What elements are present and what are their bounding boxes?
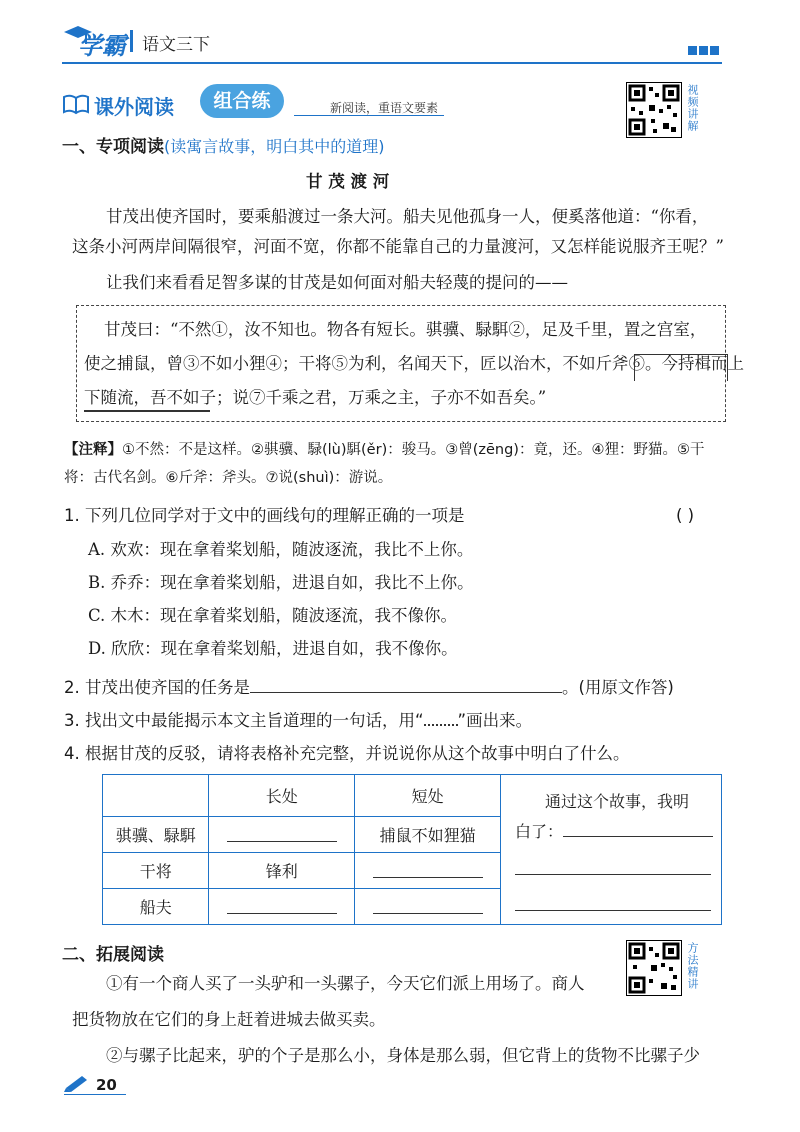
quote-line: 下随流，吾不如子；说⑦千乘之君，万乘之主，子亦不如吾矣。”: [84, 388, 547, 407]
table-header: [103, 775, 209, 817]
table-cell: 船夫: [103, 889, 209, 925]
option-b[interactable]: B. 乔乔：现在拿着桨划船，进退自如，我比不上你。: [88, 573, 474, 592]
header-square: [688, 46, 697, 55]
paragraph: 让我们来看看足智多谋的甘茂是如何面对船夫轻蔑的提问的——: [106, 273, 568, 292]
question-2: 2. 甘茂出使齐国的任务是 。(用原文作答): [64, 672, 674, 702]
header-square: [710, 46, 719, 55]
option-c[interactable]: C. 木木：现在拿着桨划船，随波逐流，我不像你。: [88, 606, 458, 625]
wavy-underline-sample: [424, 706, 458, 726]
table-cell: 骐骥、騄駬: [103, 817, 209, 853]
underlined-sentence-marker: [84, 410, 210, 412]
qr-label: 方法精讲: [686, 942, 699, 990]
header-square: [699, 46, 708, 55]
paragraph: ②与骡子比起来，驴的个子是那么小，身体是那么弱，但它背上的货物不比骡子少: [106, 1046, 700, 1065]
paragraph: 这条小河两岸间隔很窄，河面不宽，你都不能靠自己的力量渡河，又怎样能说服齐王呢？”: [72, 237, 724, 256]
open-book-icon: [62, 93, 90, 115]
footer-line: [64, 1094, 126, 1095]
subject-title: 语文三下: [142, 35, 210, 55]
table-cell: 锋利: [209, 853, 355, 889]
table-header: 短处: [355, 775, 501, 817]
qr-label: 视频讲解: [686, 84, 699, 132]
answer-blank[interactable]: [515, 909, 711, 911]
banner-note: 新阅读，重语文要素: [330, 101, 439, 115]
table-cell[interactable]: [209, 889, 355, 925]
option-d[interactable]: D. 欣欣：现在拿着桨划船，进退自如，我不像你。: [88, 639, 458, 658]
header-divider: [62, 62, 722, 64]
paragraph: 把货物放在它们的身上赶着进城去做买卖。: [72, 1010, 386, 1029]
story-title: 甘 茂 渡 河: [306, 172, 390, 191]
question-4: 4. 根据甘茂的反驳，请将表格补充完整，并说说你从这个故事中明白了什么。: [64, 744, 630, 763]
logo-text: 学霸: [78, 32, 126, 60]
answer-blank[interactable]: [515, 873, 711, 875]
notes: 【注释】①不然：不是这样。②骐骥、騄(lù)駬(ěr)：骏马。③曾(zēng)：竟，还。④狸：野猫。⑤干: [64, 442, 705, 458]
paragraph: ①有一个商人买了一头驴和一头骡子，今天它们派上用场了。商人: [106, 974, 585, 993]
table-cell[interactable]: [209, 817, 355, 853]
table-cell: 捕鼠不如狸猫: [355, 817, 501, 853]
comparison-table: [102, 774, 722, 925]
takeaway-text: 白了：: [514, 822, 563, 841]
section-subtitle: (读寓言故事，明白其中的道理): [164, 137, 385, 156]
paragraph: 甘茂出使齐国时，要乘船渡过一条大河。船夫见他孤身一人，便奚落他道：“你看，: [106, 207, 709, 226]
option-a[interactable]: A. 欢欢：现在拿着桨划船，随波逐流，我比不上你。: [88, 540, 474, 559]
table-header: 长处: [209, 775, 355, 817]
takeaway-text: 通过这个故事，我明: [544, 792, 689, 811]
qr-code-icon[interactable]: [626, 940, 682, 996]
table-cell: 干将: [103, 853, 209, 889]
page-number: 20: [96, 1076, 117, 1094]
answer-blank[interactable]: [563, 818, 713, 837]
quote-line: 甘茂曰：“不然①，汝不知也。物各有短长。骐骥、騄駬②，足及千里，置之宫室，: [104, 320, 707, 339]
section-title: 二、拓展阅读: [62, 945, 164, 965]
answer-paren[interactable]: ( ): [676, 506, 695, 525]
qr-code-icon[interactable]: [626, 82, 682, 138]
section-banner-title: 课外阅读: [94, 95, 174, 119]
table-cell[interactable]: [355, 853, 501, 889]
answer-blank[interactable]: [250, 672, 562, 693]
pencil-icon: [64, 1074, 90, 1092]
quote-line: 使之捕鼠，曾③不如小狸④；干将⑤为利，名闻天下，匠以治木，不如斤斧⑥。今持楫而上: [84, 354, 744, 373]
logo-divider: [130, 30, 133, 52]
notes: 将：古代名剑。⑥斤斧：斧头。⑦说(shuì)：游说。: [64, 470, 393, 486]
question-1: 1. 下列几位同学对于文中的画线句的理解正确的一项是: [64, 506, 465, 525]
table-cell[interactable]: [355, 889, 501, 925]
underlined-sentence-marker: [634, 354, 728, 381]
section-title: 一、专项阅读(读寓言故事，明白其中的道理): [62, 137, 385, 157]
question-3: 3. 找出文中最能揭示本文主旨道理的一句话，用“ ”画出来。: [64, 706, 532, 735]
takeaway-cell: [500, 775, 721, 925]
banner-pill: 组合练: [200, 84, 284, 118]
